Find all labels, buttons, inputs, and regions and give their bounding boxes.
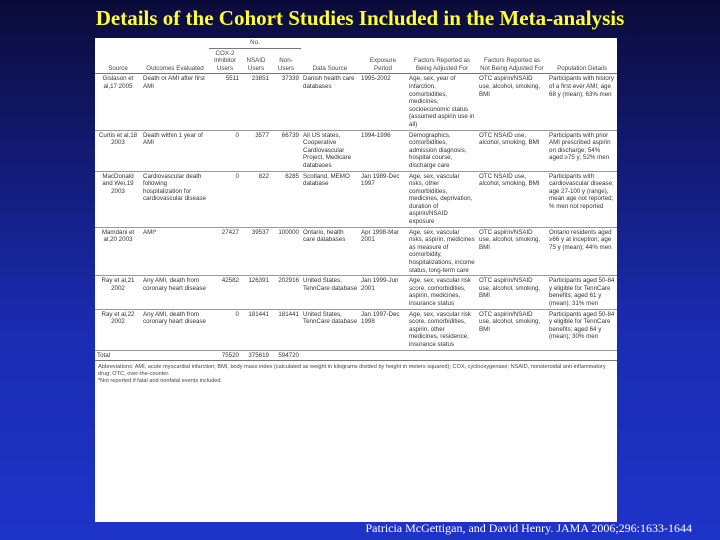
row-cox2: 0 <box>209 130 241 171</box>
total-label: Total <box>95 350 141 361</box>
row-nonusers: 181441 <box>271 309 301 350</box>
abbreviations-note: Abbreviations: AMI, acute myocardial infarction; BMI, body mass index (calculated as weight in kilograms divided by height in meters squared); COX, cyclooxygenase; NSAID, nonsteroidal anti-inflammatory drug; OTC, over-the-counter. <box>98 364 606 378</box>
row-exposure: Jan 1999-Jun 2001 <box>359 276 407 309</box>
row-nsaid: 126391 <box>241 276 271 309</box>
header-nsaid: NSAID Users <box>241 48 271 74</box>
row-exposure: Apr 1998-Mar 2001 <box>359 227 407 276</box>
row-nsaid: 3577 <box>241 130 271 171</box>
row-data-source: United States, TennCare database <box>301 276 359 309</box>
row-source: Mamdani et al,20 2003 <box>95 227 141 276</box>
row-population: Participants aged 50-84 y eligible for TennCare benefits; aged 61 y (mean); 31% men <box>547 276 617 309</box>
row-outcomes: Any AMI, death from coronary heart disease <box>141 276 209 309</box>
header-outcomes: Outcomes Evaluated <box>141 48 209 74</box>
row-cox2: 5511 <box>209 74 241 130</box>
row-factors-adjusted: Age, sex, year of infarction, comorbidities, medicines, socioeconomic status (assumed aspirin use in all) <box>407 74 477 130</box>
header-factors-not-adjusted: Factors Reported as Not Being Adjusted For <box>477 48 547 74</box>
row-nonusers: 6285 <box>271 171 301 227</box>
row-outcomes: Death within 1 year of AMI <box>141 130 209 171</box>
table-row <box>95 309 617 350</box>
table-row <box>95 74 617 130</box>
table-row <box>95 276 617 309</box>
citation: Patricia McGettigan, and David Henry. JAMA 2006;296:1633-1644 <box>365 521 692 535</box>
row-factors-not-adjusted: OTC NSAID use, alcohol, smoking, BMI <box>477 171 547 227</box>
total-cox2: 75520 <box>209 350 241 361</box>
row-outcomes: AMI* <box>141 227 209 276</box>
table-row <box>95 171 617 227</box>
row-nsaid: 181441 <box>241 309 271 350</box>
row-population: Participants with history of a first ever AMI; age 68 y (mean); 63% men <box>547 74 617 130</box>
row-factors-not-adjusted: OTC aspirin/NSAID use, alcohol, smoking, BMI <box>477 276 547 309</box>
header-factors-adjusted: Factors Reported as Being Adjusted For <box>407 48 477 74</box>
row-nsaid: 39537 <box>241 227 271 276</box>
header-exposure: Exposure Period <box>359 48 407 74</box>
row-source: Ray et al,21 2002 <box>95 276 141 309</box>
row-population: Participants with prior AMI prescribed aspirin on discharge; 54% aged ≥75 y; 52% men <box>547 130 617 171</box>
row-factors-adjusted: Demographics, comorbidities, admission diagnosis, hospital course, discharge care <box>407 130 477 171</box>
row-cox2: 42582 <box>209 276 241 309</box>
row-exposure: 1995-2002 <box>359 74 407 130</box>
row-exposure: Jan 1997-Dec 1998 <box>359 309 407 350</box>
row-cox2: 27427 <box>209 227 241 276</box>
row-exposure: Jan 1989-Dec 1997 <box>359 171 407 227</box>
header-population: Population Details <box>547 48 617 74</box>
row-outcomes: Any AMI, death from coronary heart disease <box>141 309 209 350</box>
row-nsaid: 23851 <box>241 74 271 130</box>
row-source: Gislason et al,17 2005 <box>95 74 141 130</box>
row-population: Participants with cardiovascular disease; age 27-100 y (range), mean age not reported; % men not reported <box>547 171 617 227</box>
total-nonusers: 594720 <box>271 350 301 361</box>
row-nonusers: 37339 <box>271 74 301 130</box>
row-source: MacDonald and Wei,19 2003 <box>95 171 141 227</box>
row-outcomes: Cardiovascular death following hospitalization for cardiovascular disease <box>141 171 209 227</box>
row-nonusers: 66739 <box>271 130 301 171</box>
row-factors-adjusted: Age, sex, vascular risks, other comorbidities, medicines, deprivation, duration of aspirin/NSAID exposure <box>407 171 477 227</box>
cohort-table <box>95 38 617 361</box>
row-nonusers: 202916 <box>271 276 301 309</box>
row-factors-not-adjusted: OTC aspirin/NSAID use, alcohol, smoking, BMI <box>477 74 547 130</box>
row-factors-adjusted: Age, sex, vascular risks, aspirin, medicines as measure of comorbidity, hospitalizations, income status, long-term care <box>407 227 477 276</box>
row-factors-adjusted: Age, sex, vascular risk score, comorbidities, aspirin, other medicines, residence, insurance status <box>407 309 477 350</box>
row-source: Ray et al,22 2002 <box>95 309 141 350</box>
header-data-source: Data Source <box>301 48 359 74</box>
row-exposure: 1994-1996 <box>359 130 407 171</box>
row-factors-not-adjusted: OTC NSAID use, alcohol, smoking, BMI <box>477 130 547 171</box>
row-population: Ontario residents aged ≥66 y at inception; age 75 y (mean); 44% men <box>547 227 617 276</box>
row-data-source: All US states, Cooperative Cardiovascular Project, Medicare databases <box>301 130 359 171</box>
row-factors-adjusted: Age, sex, vascular risk score, comorbidities, aspirin, medicines, insurance status <box>407 276 477 309</box>
slide-title: Details of the Cohort Studies Included in the Meta-analysis <box>95 6 625 30</box>
header-cox2: COX-2 Inhibitor Users <box>209 48 241 74</box>
total-row <box>95 350 617 361</box>
row-data-source: United States, TennCare database <box>301 309 359 350</box>
table-row <box>95 227 617 276</box>
row-source: Curtis et al,18 2003 <box>95 130 141 171</box>
row-nsaid: 822 <box>241 171 271 227</box>
no-group-header: No. <box>209 38 301 48</box>
row-data-source: Ontario, health care databases <box>301 227 359 276</box>
row-outcomes: Death or AMI after first AMI <box>141 74 209 130</box>
row-factors-not-adjusted: OTC aspirin/NSAID use, alcohol, smoking, BMI <box>477 227 547 276</box>
row-cox2: 0 <box>209 171 241 227</box>
row-data-source: Danish health care databases <box>301 74 359 130</box>
header-nonusers: Non-Users <box>271 48 301 74</box>
row-factors-not-adjusted: OTC aspirin/NSAID use, alcohol, smoking, BMI <box>477 309 547 350</box>
row-data-source: Scotland, MEMO database <box>301 171 359 227</box>
row-population: Participants aged 50-84 y eligible for TennCare benefits; aged 64 y (mean); 30% men <box>547 309 617 350</box>
cohort-table-panel <box>95 38 617 522</box>
header-source: Source <box>95 48 141 74</box>
row-nonusers: 100000 <box>271 227 301 276</box>
asterisk-note: *Not reported if fatal and nonfatal events included. <box>98 378 223 385</box>
row-cox2: 0 <box>209 309 241 350</box>
table-body <box>95 74 617 350</box>
table-row <box>95 130 617 171</box>
total-nsaid: 375619 <box>241 350 271 361</box>
